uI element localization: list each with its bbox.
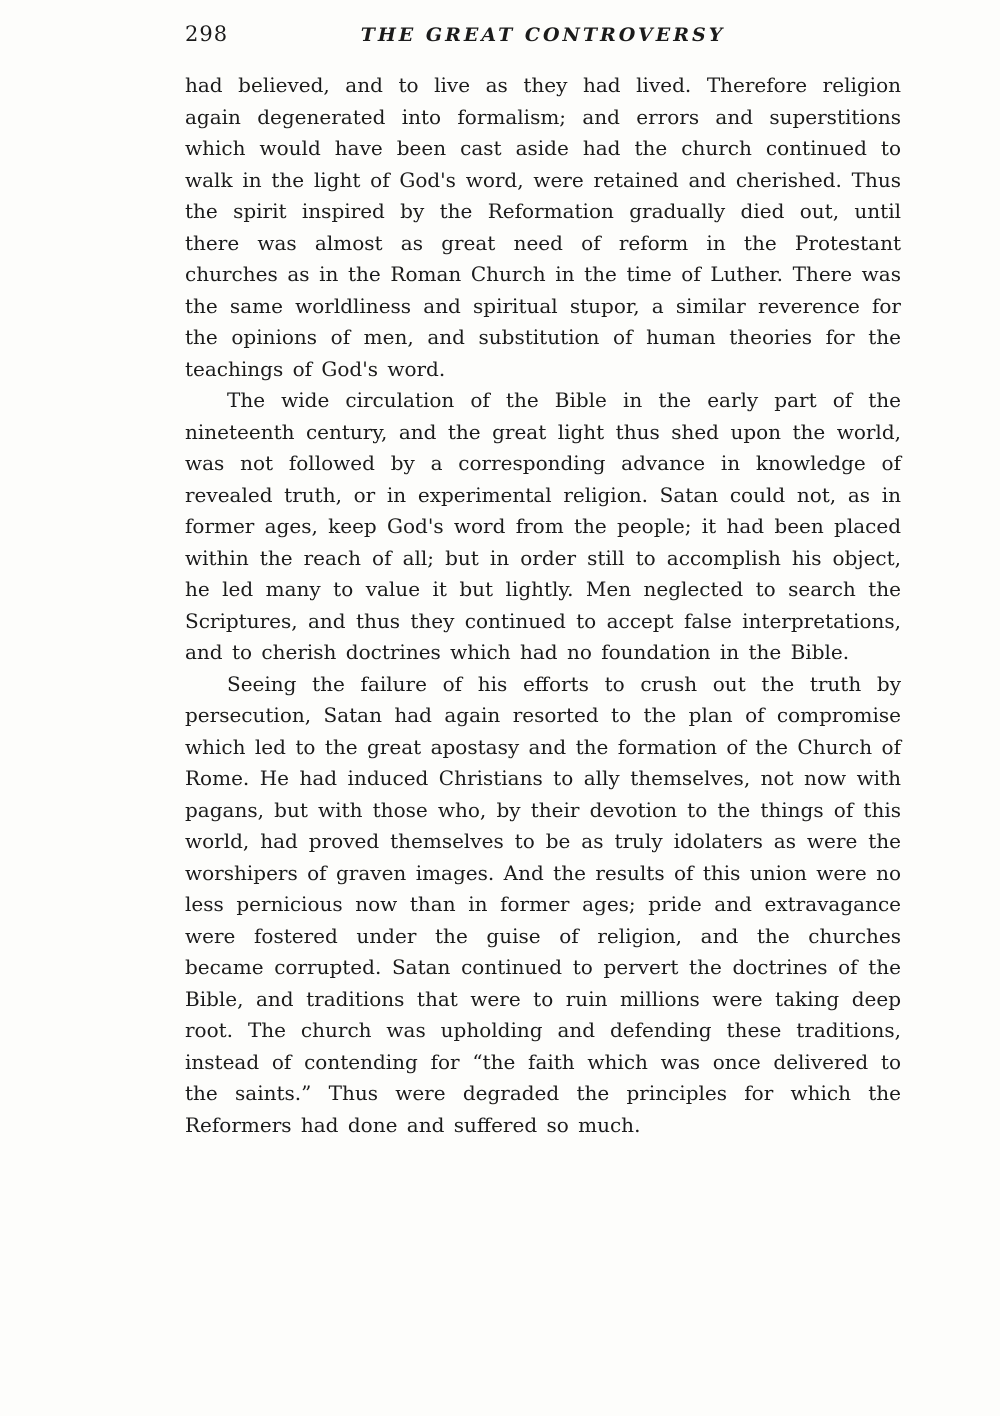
paragraph: had believed, and to live as they had lived. Therefore religion again degenerated into formalism; and errors and superstitions which would have been cast aside had the church continued to walk in the light of God's word, were retained and cherished. Thus the spirit inspired by the Reformation gradually died out, until there was almost as great need of reform in the Protestant churches as in the Roman Church in the time of Luther. There was the same worldliness and spiritual stupor, a similar reverence for the opinions of men, and substitution of human theories for the teachings of God's word.: [185, 73, 901, 381]
paragraph: Seeing the failure of his efforts to crush out the truth by persecution, Satan had again resorted to the plan of compromise which led to the great apostasy and the formation of the Church of Rome. He had induced Christians to ally themselves, not now with pagans, but with those who, by their devotion to the things of this world, had proved themselves to be as truly idolaters as were the worshipers of graven images. And the results of this union were no less pernicious now than in former ages; pride and extravagance were fostered under the guise of religion, and the churches became corrupted. Satan continued to pervert the doctrines of the Bible, and traditions that were to ruin millions were taking deep root. The church was upholding and defending these traditions, instead of contending for “the faith which was once delivered to the saints.” Thus were degraded the principles for which the Reformers had done and suffered so much.: [185, 671, 901, 1137]
running-title: THE GREAT CONTROVERSY: [360, 24, 726, 46]
page-number: 298: [185, 22, 229, 46]
paragraph: The wide circulation of the Bible in the early part of the nineteenth century, and the great light thus shed upon the world, was not followed by a corresponding advance in knowledge of revealed truth, or in experimental religion. Satan could not, as in former ages, keep God's word from the people; it had been placed within the reach of all; but in order still to accomplish his object, he led many to value it but lightly. Men neglected to search the Scriptures, and thus they continued to accept false interpretations, and to cherish doctrines which had no foundation in the Bible.: [185, 388, 901, 664]
body-text: [185, 70, 901, 1141]
text-block: [185, 22, 901, 1141]
running-head: [185, 22, 901, 56]
